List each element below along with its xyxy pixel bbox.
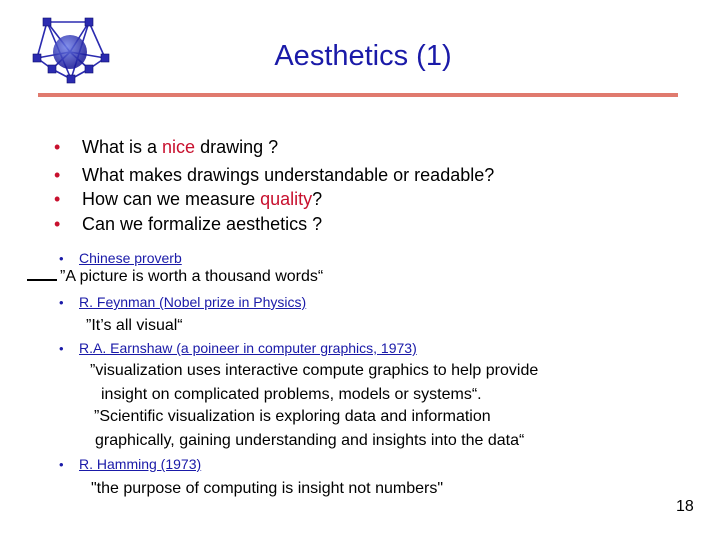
title-divider xyxy=(38,93,678,97)
bullet-3: How can we measure quality? xyxy=(82,189,323,209)
quote-text: insight on complicated problems, models or systems“. xyxy=(101,386,482,403)
quote-text: "the purpose of computing is insight not numbers" xyxy=(91,480,443,497)
bullet-1: What is a nice drawing ? xyxy=(82,137,279,157)
quote-dash xyxy=(27,279,57,281)
bullet-marker: • xyxy=(54,214,61,234)
bullet-2: What makes drawings understandable or readable? xyxy=(82,165,495,185)
bullet-4: Can we formalize aesthetics ? xyxy=(82,214,323,234)
quote-text: ”It’s all visual“ xyxy=(86,317,183,334)
page-number: 18 xyxy=(676,498,694,515)
sub-bullet-marker: • xyxy=(59,295,64,310)
quote-text: graphically, gaining understanding and insights into the data“ xyxy=(95,432,525,449)
quote-source-link[interactable]: Chinese proverb xyxy=(79,250,182,266)
quote-text: ”A picture is worth a thousand words“ xyxy=(60,268,324,285)
sub-bullet-marker: • xyxy=(59,457,64,472)
sub-bullet-marker: • xyxy=(59,251,64,266)
quote-source-link[interactable]: R.A. Earnshaw (a poineer in computer graphics, 1973) xyxy=(79,340,417,356)
page-title: Aesthetics (1) xyxy=(274,40,452,72)
quote-text: ”visualization uses interactive compute graphics to help provide xyxy=(90,362,539,379)
quote-text: ”Scientific visualization is exploring data and information xyxy=(94,408,491,425)
sub-bullet-marker: • xyxy=(59,341,64,356)
bullet-marker: • xyxy=(54,137,61,157)
quote-source-link[interactable]: R. Feynman (Nobel prize in Physics) xyxy=(79,294,307,310)
bullet-marker: • xyxy=(54,189,61,209)
quote-source-link[interactable]: R. Hamming (1973) xyxy=(79,456,202,472)
bullet-marker: • xyxy=(54,165,61,185)
